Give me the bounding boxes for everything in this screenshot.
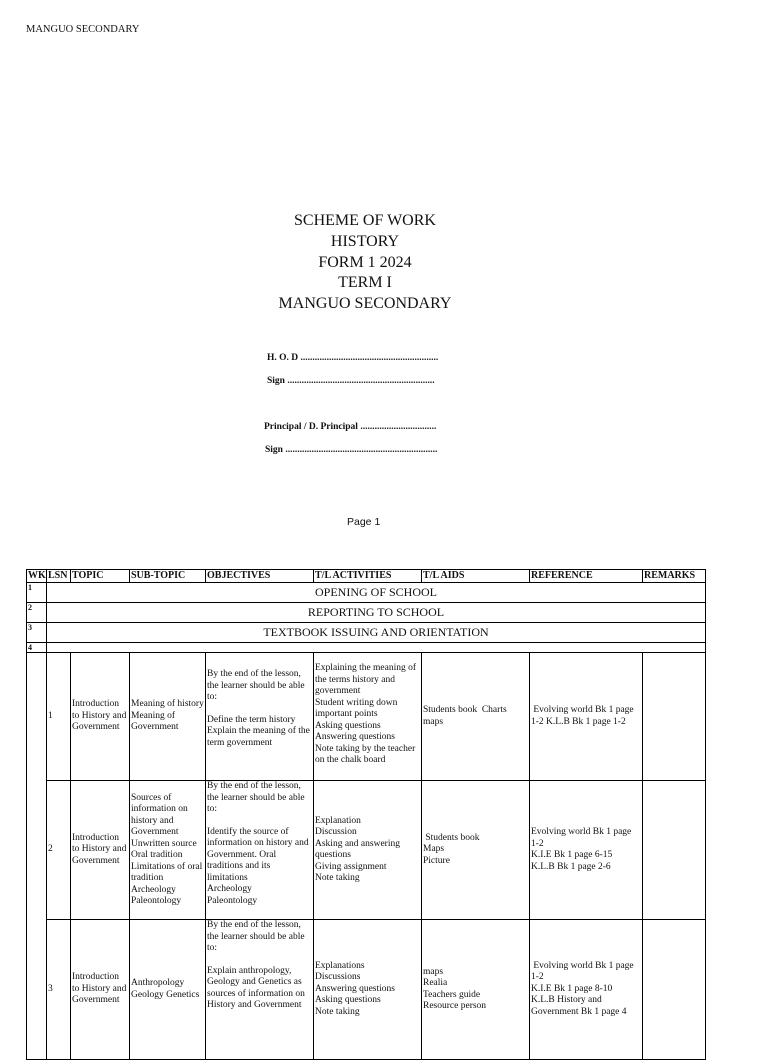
objectives-intro: By the end of the lesson, the learner should be able to: — [207, 920, 305, 953]
week-number: 2 — [27, 603, 47, 623]
header-remarks: REMARKS — [643, 570, 706, 583]
objectives-body: Identify the source of information on history and Government. Oral traditions and its limitations Archeology Paleontology — [207, 826, 309, 906]
hod-line: H. O. D .......................................................... — [267, 353, 439, 363]
reference-text: Evolving world Bk 1 page 1-2 K.I.E Bk 1 page 6-15 K.L.B Bk 1 page 2-6 — [531, 827, 632, 872]
aids-cell — [422, 781, 530, 920]
header-lsn: LSN — [47, 570, 71, 583]
school-name-header: MANGUO SECONDARY — [26, 24, 140, 35]
lesson-row-2 — [27, 781, 706, 920]
objectives-cell — [206, 653, 314, 781]
week-2-row — [27, 603, 706, 623]
subtopic-cell: Meaning of history Meaning of Government — [130, 653, 206, 781]
reference-cell — [530, 653, 643, 781]
title-line-1: SCHEME OF WORK — [294, 212, 436, 229]
header-objectives: OBJECTIVES — [206, 570, 314, 583]
banner-text: REPORTING TO SCHOOL — [47, 603, 706, 623]
aids-text: Students book Maps Picture — [423, 832, 480, 866]
lesson-number: 1 — [47, 653, 71, 781]
header-row — [27, 570, 706, 583]
week-3-row — [27, 623, 706, 643]
topic-cell: Introduction to History and Government — [71, 920, 130, 1060]
week-1-row — [27, 583, 706, 603]
lesson-row-3 — [27, 920, 706, 1060]
topic-cell: Introduction to History and Government — [71, 653, 130, 781]
objectives-body: Define the term history Explain the meaning of the term government — [207, 714, 310, 748]
banner-text: TEXTBOOK ISSUING AND ORIENTATION — [47, 623, 706, 643]
activities-text: Explaining the meaning of the terms history and government Student writing down important points Asking questions Answering questions Note taking by the teacher on the chalk board — [315, 663, 417, 765]
aids-cell — [422, 653, 530, 781]
aids-cell — [422, 920, 530, 1060]
objectives-body: Explain anthropology, Geology and Genetics as sources of information on History and Government — [207, 965, 305, 1010]
title-line-2: HISTORY — [330, 232, 400, 250]
objectives-intro: By the end of the lesson, the learner should be able to: — [207, 669, 305, 702]
week-number: 1 — [27, 583, 47, 603]
document-title — [0, 211, 730, 315]
objectives-cell — [206, 920, 314, 1060]
subtopic-cell: Anthropology Geology Genetics — [130, 920, 206, 1060]
reference-cell — [530, 781, 643, 920]
scheme-table — [26, 569, 706, 1060]
header-subtopic: SUB-TOPIC — [130, 570, 206, 583]
banner-text: OPENING OF SCHOOL — [47, 583, 706, 603]
week-4-spacer — [47, 643, 706, 653]
remarks-cell — [643, 920, 706, 1060]
objectives-cell — [206, 781, 314, 920]
principal-line: Principal / D. Principal ................................ — [264, 422, 437, 432]
week-number: 4 — [27, 643, 47, 653]
subtopic-cell: Sources of information on history and Government Unwritten source Oral tradition Limitations of oral tradition Archeology Paleontology — [130, 781, 206, 920]
reference-text: Evolving world Bk 1 page 1-2 K.I.E Bk 1 page 8-10 K.L.B History and Government Bk 1 page 4 — [531, 960, 634, 1017]
reference-cell — [530, 920, 643, 1060]
remarks-cell — [643, 781, 706, 920]
title-line-4: TERM I — [338, 274, 392, 292]
activities-text: Explanations Discussions Answering questions Asking questions Note taking — [315, 960, 395, 1017]
lesson-row-1 — [27, 653, 706, 781]
activities-cell — [314, 653, 422, 781]
remarks-cell — [643, 653, 706, 781]
title-line-5: MANGUO SECONDARY — [278, 295, 452, 313]
week-4-row — [27, 643, 706, 653]
objectives-intro: By the end of the lesson, the learner should be able to: — [207, 781, 307, 814]
activities-cell — [314, 781, 422, 920]
principal-sign-line: Sign ................................................................ — [265, 445, 438, 455]
header-activities: T/L ACTIVITIES — [314, 570, 422, 583]
lesson-number: 3 — [47, 920, 71, 1060]
header-aids: T/L AIDS — [422, 570, 530, 583]
aids-text: maps Realia Teachers guide Resource person — [423, 966, 487, 1011]
week-number: 3 — [27, 623, 47, 643]
title-line-3: FORM 1 2024 — [318, 253, 412, 271]
header-reference: REFERENCE — [530, 570, 643, 583]
header-topic: TOPIC — [71, 570, 130, 583]
lesson-number: 2 — [47, 781, 71, 920]
header-wk: WK — [28, 570, 46, 581]
reference-text: Evolving world Bk 1 page 1-2 K.L.B Bk 1 page 1-2 — [531, 705, 637, 727]
activities-cell — [314, 920, 422, 1060]
topic-cell: Introduction to History and Government — [71, 781, 130, 920]
activities-text: Explanation Discussion Asking and answering questions Giving assignment Note taking — [315, 815, 400, 883]
aids-text: Students book Charts maps — [423, 705, 510, 727]
hod-sign-line: Sign .............................................................. — [267, 376, 435, 386]
week-4-continuation — [27, 653, 47, 1060]
page-number: Page 1 — [347, 516, 381, 528]
